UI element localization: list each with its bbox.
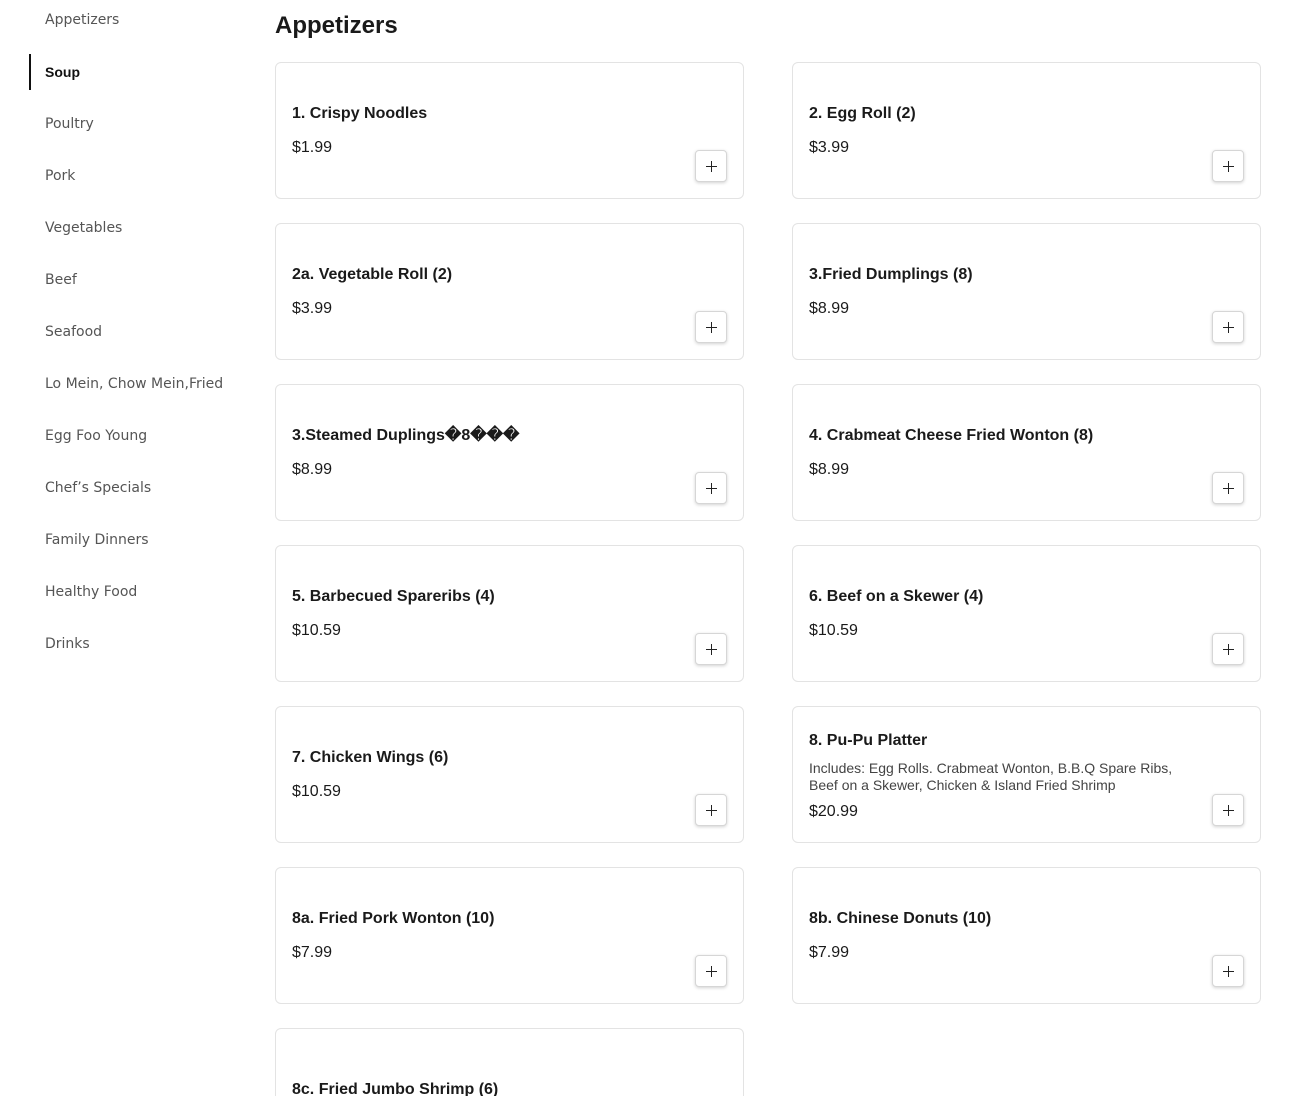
sidebar-item-beef[interactable]: Beef — [45, 272, 77, 288]
item-price: $8.99 — [292, 460, 333, 478]
section-title: Appetizers — [275, 12, 398, 39]
plus-icon — [706, 483, 717, 494]
menu-item-card[interactable] — [275, 62, 744, 199]
card-body — [809, 63, 1200, 198]
item-name: 8. Pu-Pu Platter — [809, 732, 928, 749]
menu-item-card[interactable] — [275, 545, 744, 682]
sidebar-item-healthy-food[interactable]: Healthy Food — [45, 584, 138, 600]
plus-icon — [1223, 805, 1234, 816]
add-to-cart-button[interactable] — [695, 633, 727, 665]
add-to-cart-button[interactable] — [695, 150, 727, 182]
sidebar-item-lo-mein[interactable]: Lo Mein, Chow Mein,Fried — [45, 376, 224, 392]
item-price: $7.99 — [809, 943, 850, 961]
item-name: 2. Egg Roll (2) — [809, 104, 916, 122]
menu-item-card[interactable] — [275, 867, 744, 1004]
item-description: Includes: Egg Rolls. Crabmeat Wonton, B.B.Q Spare Ribs, Beef on a Skewer, Chicken & Island Fried Shrimp — [809, 760, 1173, 793]
card-body — [809, 385, 1200, 520]
add-to-cart-button[interactable] — [1212, 955, 1244, 987]
item-name: 3.Steamed Duplings�8��� — [292, 426, 520, 444]
plus-icon — [706, 644, 717, 655]
plus-icon — [1223, 322, 1234, 333]
plus-icon — [1223, 483, 1234, 494]
plus-icon — [706, 966, 717, 977]
card-body — [292, 868, 683, 1003]
card-body — [809, 546, 1200, 681]
item-name: 8b. Chinese Donuts (10) — [809, 909, 992, 927]
menu-item-card[interactable] — [275, 384, 744, 521]
plus-icon — [1223, 966, 1234, 977]
card-body — [292, 224, 683, 359]
add-to-cart-button[interactable] — [695, 311, 727, 343]
item-price: $3.99 — [292, 299, 333, 317]
item-price: $10.59 — [292, 782, 341, 800]
item-price: $8.99 — [809, 460, 850, 478]
menu-item-card[interactable] — [792, 545, 1261, 682]
sidebar-item-pork[interactable]: Pork — [45, 168, 76, 184]
item-price: $3.99 — [809, 138, 850, 156]
sidebar-item-chefs-specials[interactable]: Chef’s Specials — [45, 480, 152, 496]
item-name: 3.Fried Dumplings (8) — [809, 265, 973, 283]
add-to-cart-button[interactable] — [1212, 150, 1244, 182]
add-to-cart-button[interactable] — [1212, 311, 1244, 343]
sidebar-item-appetizers[interactable]: Appetizers — [45, 12, 120, 28]
menu-item-card[interactable] — [275, 1028, 744, 1096]
sidebar-item-family-dinners[interactable]: Family Dinners — [45, 532, 149, 548]
menu-item-card[interactable] — [792, 223, 1261, 360]
sidebar-item-egg-foo-young[interactable]: Egg Foo Young — [45, 428, 148, 444]
plus-icon — [706, 161, 717, 172]
card-body — [809, 224, 1200, 359]
item-price: $7.99 — [292, 943, 333, 961]
menu-item-card[interactable] — [792, 384, 1261, 521]
menu-item-card[interactable] — [275, 706, 744, 843]
card-body — [292, 385, 683, 520]
card-body — [809, 707, 1200, 842]
menu-item-card[interactable] — [792, 62, 1261, 199]
sidebar-item-seafood[interactable]: Seafood — [45, 324, 103, 340]
plus-icon — [1223, 644, 1234, 655]
menu-item-card[interactable] — [792, 867, 1261, 1004]
add-to-cart-button[interactable] — [695, 472, 727, 504]
add-to-cart-button[interactable] — [1212, 472, 1244, 504]
add-to-cart-button[interactable] — [1212, 633, 1244, 665]
card-body — [292, 63, 683, 198]
sidebar-item-drinks[interactable]: Drinks — [45, 636, 90, 652]
item-name: 7. Chicken Wings (6) — [292, 748, 449, 766]
item-price: $8.99 — [809, 299, 850, 317]
plus-icon — [706, 322, 717, 333]
card-body — [292, 546, 683, 681]
item-price: $1.99 — [292, 138, 333, 156]
item-price: $20.99 — [809, 803, 858, 820]
sidebar-item-poultry[interactable]: Poultry — [45, 116, 94, 132]
item-name: 4. Crabmeat Cheese Fried Wonton (8) — [809, 426, 1094, 444]
add-to-cart-button[interactable] — [695, 955, 727, 987]
item-name: 2a. Vegetable Roll (2) — [292, 265, 453, 283]
menu-item-card[interactable] — [275, 223, 744, 360]
item-price: $10.59 — [809, 621, 858, 639]
sidebar-item-vegetables[interactable]: Vegetables — [45, 220, 123, 236]
item-name: 8a. Fried Pork Wonton (10) — [292, 909, 495, 927]
sidebar-item-soup[interactable]: Soup — [29, 54, 239, 90]
card-body — [292, 1029, 683, 1096]
plus-icon — [1223, 161, 1234, 172]
item-price: $10.59 — [292, 621, 341, 639]
menu-item-card[interactable] — [792, 706, 1261, 843]
item-name: 5. Barbecued Spareribs (4) — [292, 587, 495, 605]
card-body — [809, 868, 1200, 1003]
plus-icon — [706, 805, 717, 816]
item-name: 1. Crispy Noodles — [292, 104, 428, 122]
item-name: 8c. Fried Jumbo Shrimp (6) — [292, 1080, 499, 1096]
card-body — [292, 707, 683, 842]
add-to-cart-button[interactable] — [695, 794, 727, 826]
add-to-cart-button[interactable] — [1212, 794, 1244, 826]
item-name: 6. Beef on a Skewer (4) — [809, 587, 984, 605]
